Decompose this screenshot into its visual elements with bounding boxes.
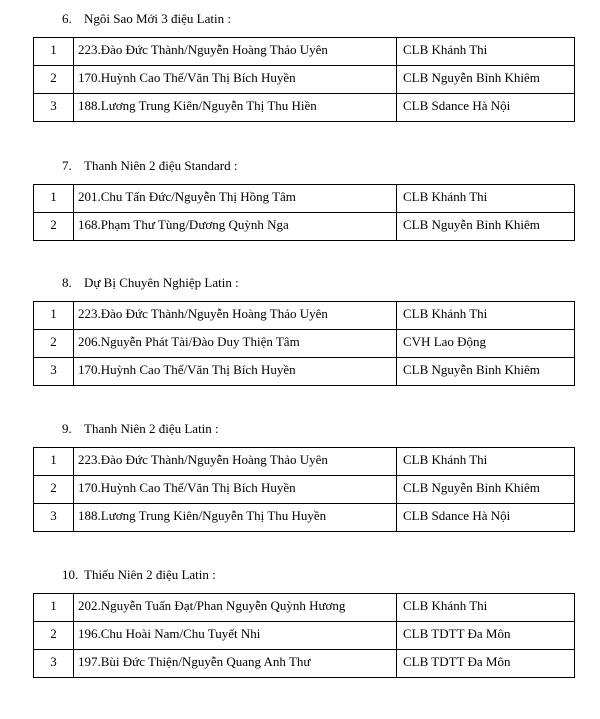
pair-cell: 197.Bùi Đức Thiện/Nguyễn Quang Anh Thư <box>74 650 397 678</box>
club-cell: CLB Khánh Thi <box>397 185 575 213</box>
pair-cell: 170.Huỳnh Cao Thế/Văn Thị Bích Huyền <box>74 358 397 386</box>
results-table <box>33 593 575 678</box>
table-row <box>34 94 575 122</box>
club-cell: CLB TDTT Đa Môn <box>397 650 575 678</box>
rank-cell: 3 <box>34 94 74 122</box>
pair-cell: 196.Chu Hoài Nam/Chu Tuyết Nhi <box>74 622 397 650</box>
section-heading <box>62 275 239 291</box>
results-table <box>33 447 575 532</box>
rank-cell: 1 <box>34 302 74 330</box>
club-cell: CLB Nguyễn Bỉnh Khiêm <box>397 476 575 504</box>
section-heading <box>62 158 237 174</box>
pair-cell: 202.Nguyễn Tuấn Đạt/Phan Nguyễn Quỳnh Hương <box>74 594 397 622</box>
section-heading <box>62 421 219 437</box>
section-title: Thiếu Niên 2 điệu Latin : <box>84 567 216 582</box>
pair-cell: 170.Huỳnh Cao Thế/Văn Thị Bích Huyền <box>74 476 397 504</box>
rank-cell: 1 <box>34 448 74 476</box>
pair-cell: 223.Đào Đức Thành/Nguyễn Hoàng Thảo Uyên <box>74 38 397 66</box>
table-row <box>34 650 575 678</box>
table-row <box>34 476 575 504</box>
pair-cell: 188.Lương Trung Kiên/Nguyễn Thị Thu Hiền <box>74 94 397 122</box>
pair-cell: 168.Phạm Thư Tùng/Dương Quỳnh Nga <box>74 213 397 241</box>
rank-cell: 1 <box>34 594 74 622</box>
rank-cell: 2 <box>34 66 74 94</box>
club-cell: CLB Nguyễn Bỉnh Khiêm <box>397 213 575 241</box>
section-number: 10. <box>62 567 79 582</box>
section-title: Ngôi Sao Mới 3 điệu Latin : <box>84 11 231 26</box>
pair-cell: 223.Đào Đức Thành/Nguyễn Hoàng Thảo Uyên <box>74 448 397 476</box>
rank-cell: 1 <box>34 38 74 66</box>
club-cell: CLB Sdance Hà Nội <box>397 94 575 122</box>
pair-cell: 188.Lương Trung Kiên/Nguyễn Thị Thu Huyền <box>74 504 397 532</box>
club-cell: CLB Nguyễn Bỉnh Khiêm <box>397 66 575 94</box>
club-cell: CLB Khánh Thi <box>397 302 575 330</box>
table-row <box>34 213 575 241</box>
table-row <box>34 330 575 358</box>
table-row <box>34 448 575 476</box>
club-cell: CLB Nguyễn Bỉnh Khiêm <box>397 358 575 386</box>
pair-cell: 170.Huỳnh Cao Thế/Văn Thị Bích Huyền <box>74 66 397 94</box>
section-heading <box>62 567 216 583</box>
rank-cell: 2 <box>34 330 74 358</box>
section-number: 9. <box>62 421 72 436</box>
rank-cell: 3 <box>34 504 74 532</box>
results-table <box>33 301 575 386</box>
table-row <box>34 358 575 386</box>
rank-cell: 2 <box>34 476 74 504</box>
results-table <box>33 184 575 241</box>
results-table <box>33 37 575 122</box>
club-cell: CVH Lao Động <box>397 330 575 358</box>
section-title: Thanh Niên 2 điệu Latin : <box>84 421 219 436</box>
club-cell: CLB TDTT Đa Môn <box>397 622 575 650</box>
rank-cell: 1 <box>34 185 74 213</box>
section-number: 6. <box>62 11 72 26</box>
pair-cell: 223.Đào Đức Thành/Nguyễn Hoàng Thảo Uyên <box>74 302 397 330</box>
section-title: Dự Bị Chuyên Nghiệp Latin : <box>84 275 239 290</box>
rank-cell: 3 <box>34 358 74 386</box>
rank-cell: 2 <box>34 622 74 650</box>
section-number: 8. <box>62 275 72 290</box>
table-row <box>34 622 575 650</box>
section-title: Thanh Niên 2 điệu Standard : <box>84 158 238 173</box>
table-row <box>34 594 575 622</box>
club-cell: CLB Sdance Hà Nội <box>397 504 575 532</box>
club-cell: CLB Khánh Thi <box>397 594 575 622</box>
section-number: 7. <box>62 158 72 173</box>
club-cell: CLB Khánh Thi <box>397 38 575 66</box>
table-row <box>34 38 575 66</box>
table-row <box>34 66 575 94</box>
table-row <box>34 302 575 330</box>
rank-cell: 3 <box>34 650 74 678</box>
club-cell: CLB Khánh Thi <box>397 448 575 476</box>
section-heading <box>62 11 231 27</box>
table-row <box>34 504 575 532</box>
table-row <box>34 185 575 213</box>
pair-cell: 201.Chu Tấn Đức/Nguyễn Thị Hồng Tâm <box>74 185 397 213</box>
pair-cell: 206.Nguyễn Phát Tài/Đào Duy Thiện Tâm <box>74 330 397 358</box>
rank-cell: 2 <box>34 213 74 241</box>
